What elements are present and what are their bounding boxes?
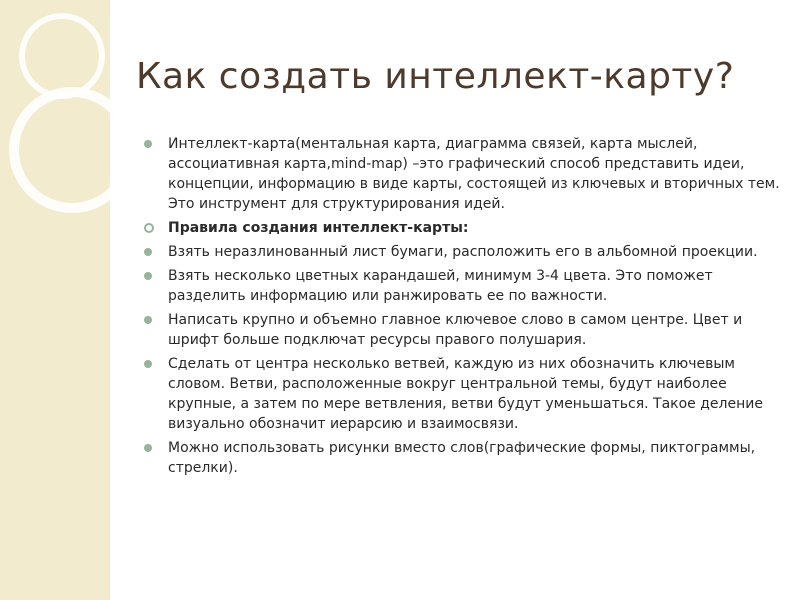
bullet-text: Написать крупно и объемно главное ключевое слово в самом центре. Цвет и шрифт больше подключат ресурсы правого полушария.: [168, 312, 743, 348]
bullet-item-rule: [140, 354, 786, 434]
bullet-icon: [144, 316, 152, 324]
bullet-icon: [144, 223, 154, 233]
bullet-text: Интеллект-карта(ментальная карта, диаграмма связей, карта мыслей, ассоциативная карта,mind-map) –это графический способ представить идеи, концепции, информацию в виде карты, состоящей из ключевых и вторичных тем. Это инструмент для структурирования идей.: [168, 136, 780, 212]
bullet-text: Взять неразлинованный лист бумаги, расположить его в альбомной проекции.: [168, 244, 758, 260]
bullet-icon: [144, 360, 152, 368]
bullet-icon: [144, 272, 152, 280]
bullet-text: Взять несколько цветных карандашей, минимум 3-4 цвета. Это поможет разделить информацию или ранжировать ее по важности.: [168, 268, 713, 304]
slide-title: Как создать интеллект-карту?: [136, 56, 735, 97]
bullet-text: Можно использовать рисунки вместо слов(графические формы, пиктограммы, стрелки).: [168, 440, 756, 476]
bullet-icon: [144, 140, 152, 148]
bullet-item-rule: [140, 242, 786, 262]
bullet-list: [140, 134, 786, 482]
bullet-item-rule: [140, 438, 786, 478]
bullet-text: Правила создания интеллект-карты:: [168, 220, 469, 236]
bullet-text: Сделать от центра несколько ветвей, каждую из них обозначить ключевым словом. Ветви, расположенные вокруг центральной темы, будут наиболее крупные, а затем по мере ветвления, ветви будут уменьшаться. Такое деление визуально обозначит иерарсию и взаимосвязи.: [168, 356, 763, 432]
bullet-icon: [144, 248, 152, 256]
bullet-item-rule: [140, 266, 786, 306]
bullet-item-rules-heading: [140, 218, 786, 238]
bullet-item-definition: [140, 134, 786, 214]
bullet-icon: [144, 444, 152, 452]
decorative-rings-icon: [0, 0, 120, 300]
bullet-item-rule: [140, 310, 786, 350]
